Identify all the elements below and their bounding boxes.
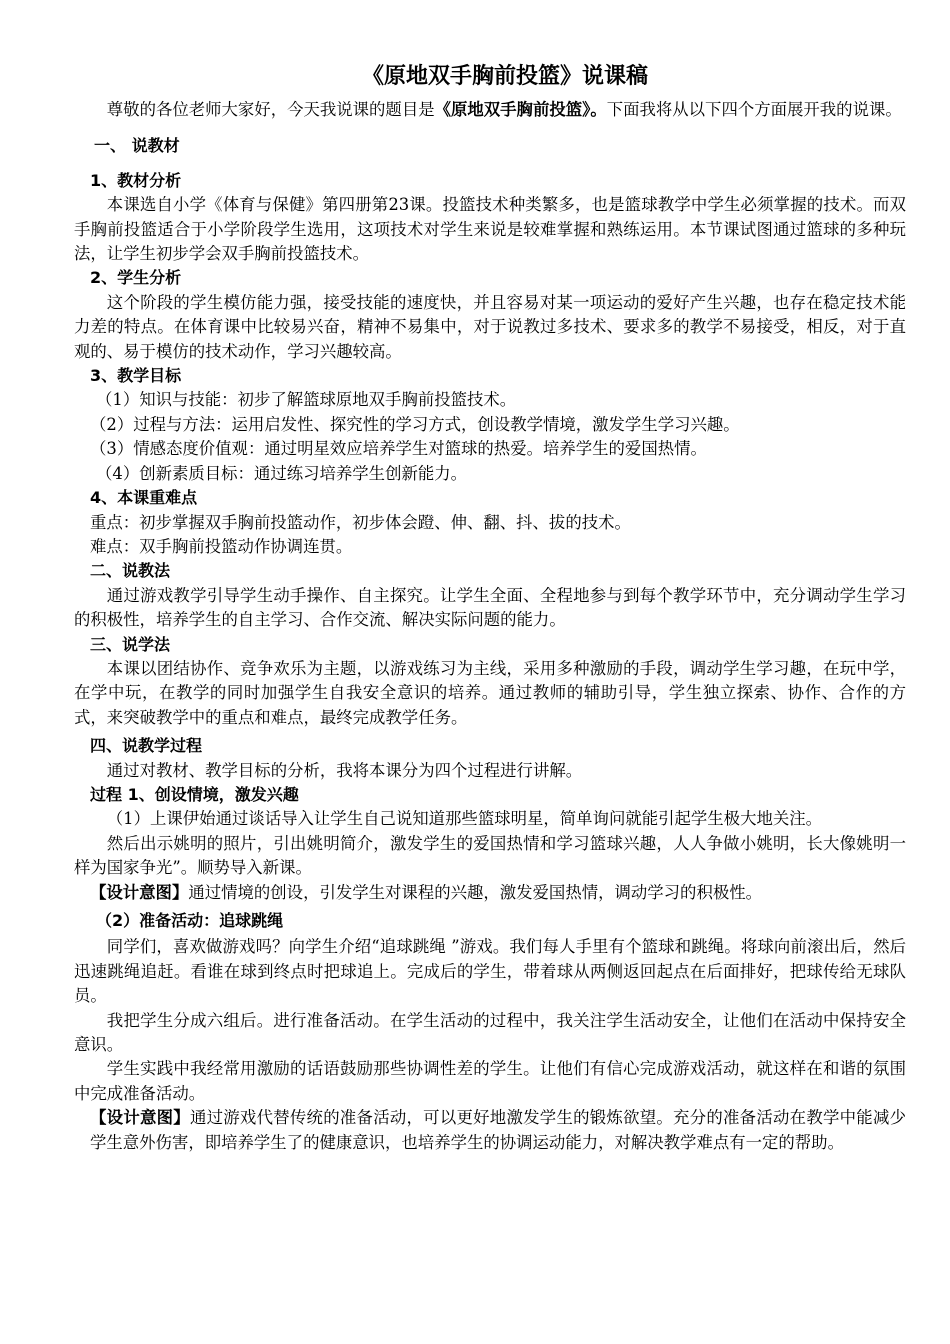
process2-text-2: 我把学生分成六组后。进行准备活动。在学生活动的过程中，我关注学生活动安全，让他们在活动中保持安全意识。 (74, 1010, 906, 1055)
textbook-analysis-text: 本课选自小学《体育与保健》第四册第23课。投篮技术种类繁多，也是篮球教学中学生必须掌握的技术。而双手胸前投篮适合于小学阶段学生选用，这项技术对学生来说是较难掌握和熟练运用。本节课试图通过篮球的多种玩法，让学生初步学会双手胸前投篮技术。 (74, 195, 906, 264)
goal-process: （2）过程与方法：运用启发性、探究性的学习方式，创设教学情境，激发学生学习兴趣。 (90, 414, 740, 434)
intro-lesson-title: 《原地双手胸前投篮》。 (434, 100, 607, 119)
key-point-text: 重点：初步掌握双手胸前投篮动作，初步体会蹬、伸、翻、抖、拔的技术。 (90, 512, 631, 532)
process1-heading: 过程 1、创设情境，激发兴趣 (90, 784, 299, 804)
teaching-process-intro: 通过对教材、教学目标的分析，我将本课分为四个过程进行讲解。 (106, 760, 583, 780)
process1-text-2: 然后出示姚明的照片，引出姚明简介，激发学生的爱国热情和学习篮球兴趣，人人争做小姚明，长大像姚明一样为国家争光”。顺势导入新课。 (74, 833, 906, 878)
process1-text-1: （1）上课伊始通过谈话导入让学生自己说知道那些篮球明星，简单询问就能引起学生极大地关注。 (106, 809, 823, 829)
goal-knowledge: （1）知识与技能：初步了解篮球原地双手胸前投篮技术。 (96, 390, 517, 410)
intro-text-b: 下面我将从以下四个方面展开我的说课。 (606, 100, 902, 119)
process2-text-3: 学生实践中我经常用激励的话语鼓励那些协调性差的学生。让他们有信心完成游戏活动，就这样在和谐的氛围中完成准备活动。 (74, 1059, 906, 1103)
design-intent-tag-2: 【设计意图】 (90, 1108, 190, 1128)
difficulty-text: 难点：双手胸前投篮动作协调连贯。 (90, 536, 353, 556)
key-difficult-heading: 4、本课重难点 (90, 488, 198, 508)
teaching-goals-heading: 3、教学目标 (90, 366, 182, 386)
process1-design-intent (74, 881, 906, 905)
process1-design-text: 通过情境的创设，引发学生对课程的兴趣，激发爱国热情，调动学习的积极性。 (188, 882, 763, 902)
goal-emotion: （3）情感态度价值观：通过明星效应培养学生对篮球的热爱。培养学生的爱国热情。 (90, 439, 707, 459)
teaching-method-text: 通过游戏教学引导学生动手操作、自主探究。让学生全面、全程地参与到每个教学环节中，充分调动学生学习的积极性，培养学生的自主学习、合作交流、解决实际问题的能力。 (74, 585, 906, 630)
process2-design-text: 通过游戏代替传统的准备活动，可以更好地激发学生的锻炼欲望。充分的准备活动在教学中能减少学生意外伤害，即培养学生了的健康意识，也培养学生的协调运动能力，对解决教学难点有一定的帮助。 (90, 1108, 906, 1152)
intro-paragraph (74, 98, 906, 122)
learning-method-text: 本课以团结协作、竞争欢乐为主题，以游戏练习为主线，采用多种激励的手段，调动学生学习趣，在玩中学，在学中玩，在教学的同时加强学生自我安全意识的培养。通过教师的辅助引导，学生独立探索、协作、合作的方式，来突破教学中的重点和难点，最终完成教学任务。 (74, 658, 906, 727)
section2-heading: 二、说教法 (90, 561, 171, 581)
design-intent-tag: 【设计意图】 (90, 882, 189, 902)
student-analysis-text: 这个阶段的学生模仿能力强，接受技能的速度快，并且容易对某一项运动的爱好产生兴趣，也存在稳定技术能力差的特点。在体育课中比较易兴奋，精神不易集中，对于说教过多技术、要求多的教学不易接受，相反，对于直观的、易于模仿的技术动作，学习兴趣较高。 (74, 292, 906, 361)
document-page (74, 60, 906, 1155)
process2-design-intent (74, 1106, 906, 1155)
section1-heading: 一、 说教材 (94, 136, 180, 156)
process2-text-1: 同学们，喜欢做游戏吗？向学生介绍“追球跳绳 ”游戏。我们每人手里有个篮球和跳绳。将球向前滚出后，然后迅速跳绳追赶。看谁在球到终点时把球追上。完成后的学生，带着球从两侧返回起点在后面排好，把球传给无球队员。 (74, 937, 906, 1006)
section4-heading: 四、说教学过程 (90, 736, 203, 756)
goal-innovation: （4）创新素质目标：通过练习培养学生创新能力。 (96, 463, 468, 483)
textbook-analysis-heading: 1、教材分析 (90, 170, 182, 190)
section3-heading: 三、说学法 (90, 634, 171, 654)
process2-heading: （2）准备活动：追球跳绳 (96, 911, 284, 930)
intro-text-a: 尊敬的各位老师大家好，今天我说课的题目是 (106, 100, 435, 119)
document-title: 《原地双手胸前投篮》说课稿 (361, 64, 648, 89)
student-analysis-heading: 2、学生分析 (90, 268, 182, 288)
